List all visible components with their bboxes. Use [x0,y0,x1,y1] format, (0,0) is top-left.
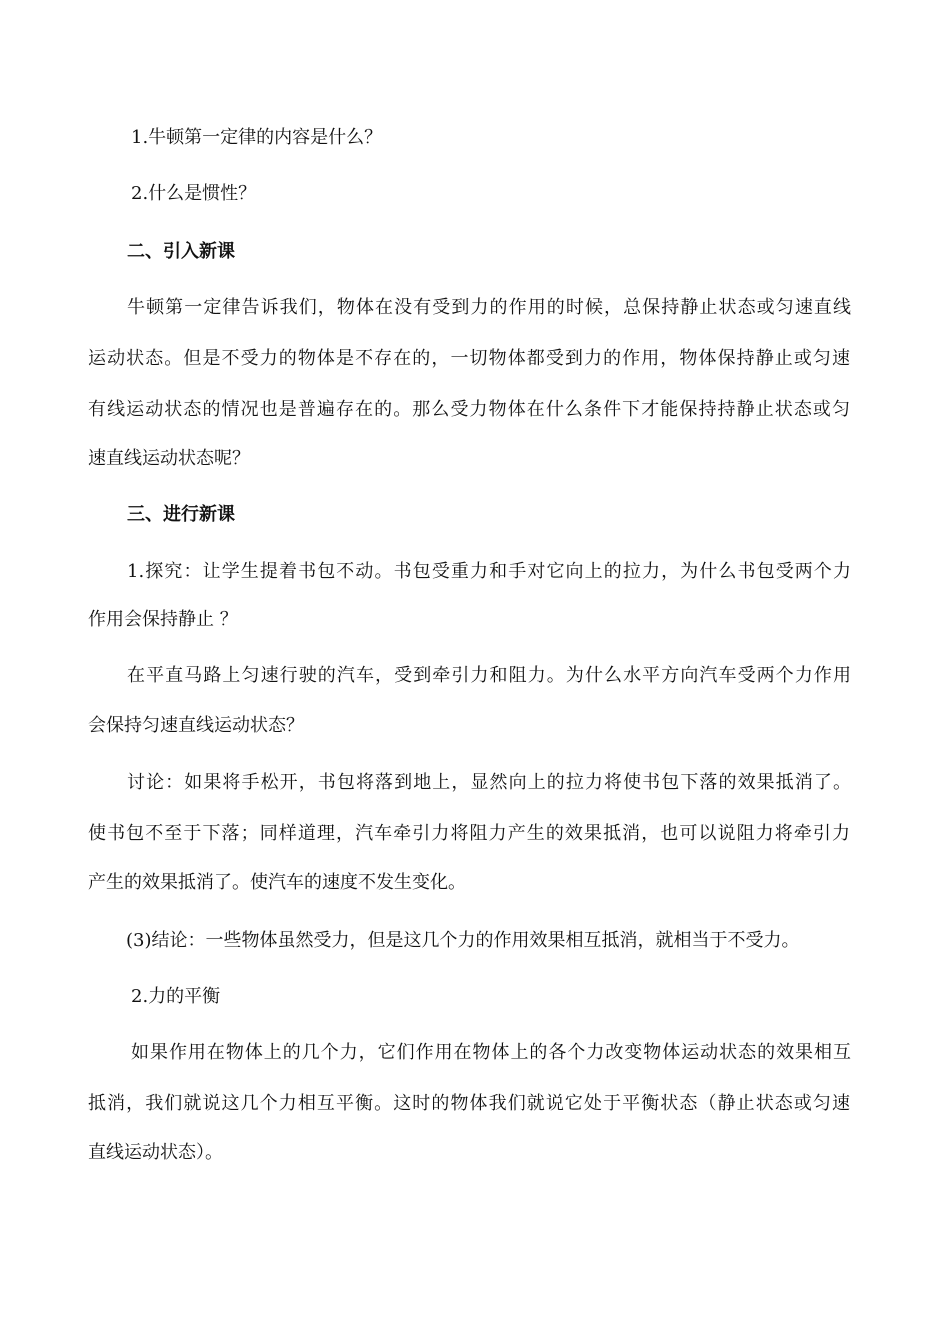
subheading-force-balance: 2.力的平衡 [131,986,221,1007]
inquiry-line-2: 作用会保持静止 ？ [88,609,238,630]
balance-line-1: 如果作用在物体上的几个力，它们作用在物体上的各个力改变物体运动状态的效果相互 [131,1042,851,1063]
text-line-question-2: 2.什么是惯性？ [131,183,257,204]
paragraph-line-2: 运动状态。但是不受力的物体是不存在的，一切物体都受到力的作用，物体保持静止或匀速 [88,348,850,369]
balance-line-3: 直线运动状态）。 [88,1142,223,1163]
discussion-line-3: 产生的效果抵消了。使汽车的速度不发生变化。 [88,872,466,893]
conclusion-line: (3)结论：一些物体虽然受力，但是这几个力的作用效果相互抵消，就相当于不受力。 [126,930,800,951]
paragraph-line-1: 牛顿第一定律告诉我们，物体在没有受到力的作用的时候，总保持静止状态或匀速直线 [127,297,851,318]
discussion-line-1: 讨论：如果将手松开，书包将落到地上，显然向上的拉力将使书包下落的效果抵消了。 [127,772,851,793]
car-line-1: 在平直马路上匀速行驶的汽车，受到牵引力和阻力。为什么水平方向汽车受两个力作用 [127,665,851,686]
balance-line-2: 抵消，我们就说这几个力相互平衡。这时的物体我们就说它处于平衡状态（静止状态或匀速 [88,1093,850,1114]
inquiry-line-1: 1.探究：让学生提着书包不动。书包受重力和手对它向上的拉力，为什么书包受两个力 [127,561,851,582]
section-heading-introduce-new-lesson: 二、引入新课 [127,241,235,262]
paragraph-line-4: 速直线运动状态呢？ [88,448,250,469]
discussion-line-2: 使书包不至于下落；同样道理，汽车牵引力将阻力产生的效果抵消，也可以说阻力将牵引力 [88,823,850,844]
car-line-2: 会保持匀速直线运动状态？ [88,715,304,736]
section-heading-new-lesson: 三、进行新课 [127,504,235,525]
paragraph-line-3: 有线运动状态的情况也是普遍存在的。那么受力物体在什么条件下才能保持持静止状态或匀 [88,399,850,420]
text-line-question-1: 1.牛顿第一定律的内容是什么？ [131,127,383,148]
